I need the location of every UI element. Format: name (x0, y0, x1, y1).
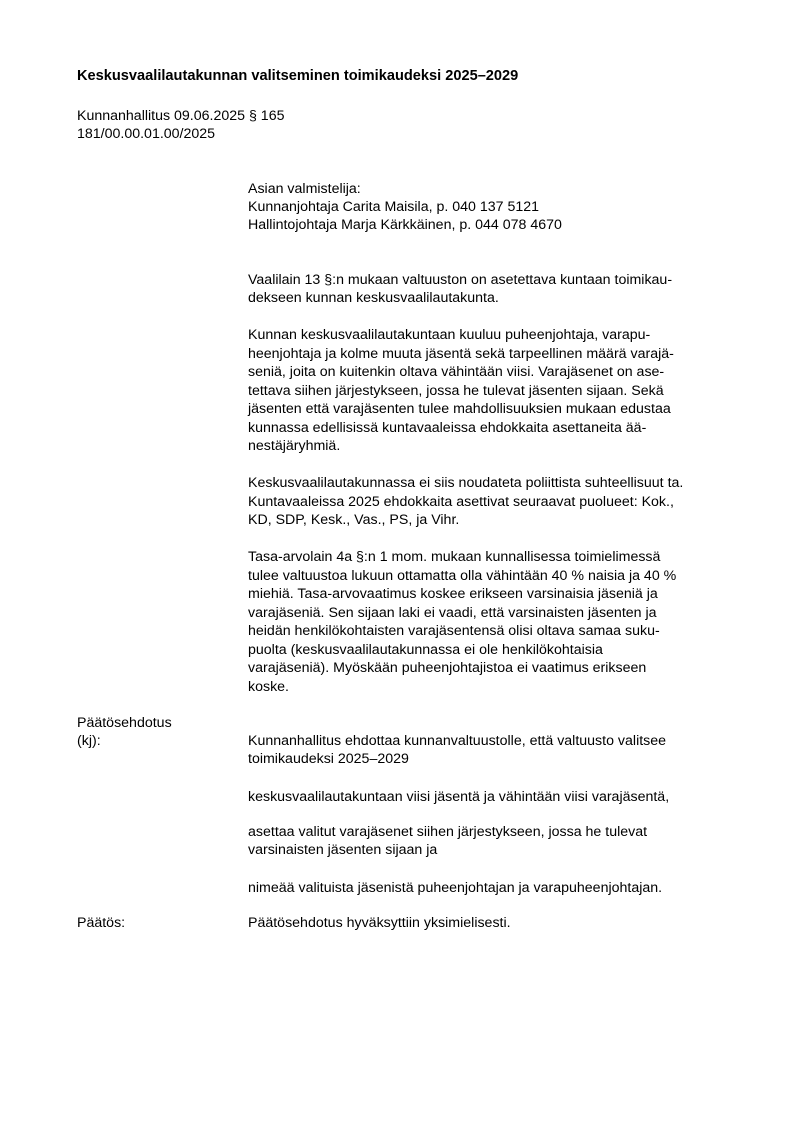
body-line: Keskusvaalilautakunnassa ei siis noudateta poliittista suhteellisuut ta. (248, 475, 684, 491)
meeting-line: Kunnanhallitus 09.06.2025 § 165 (77, 108, 285, 124)
body-line: Tasa-arvolain 4a §:n 1 mom. mukaan kunnallisessa toimielimessä (248, 549, 661, 565)
proposal-line: nimeää valituista jäsenistä puheenjohtajan ja varapuheenjohtajan. (248, 880, 663, 896)
body-line: heidän henkilökohtaisten varajäsentensä olisi oltava samaa suku- (248, 623, 660, 639)
body-line: nestäjäryhmiä. (248, 438, 341, 454)
preparer-heading: Asian valmistelija: (248, 181, 361, 197)
proposal-line: varsinaisten jäsenten sijaan ja (248, 842, 438, 858)
proposal-label: Päätösehdotus (77, 715, 172, 731)
body-line: heenjohtaja ja kolme muuta jäsentä sekä tarpeellinen määrä varajä- (248, 346, 674, 362)
body-line: Kuntavaaleissa 2025 ehdokkaita asettivat seuraavat puolueet: Kok., (248, 494, 674, 510)
record-number: 181/00.00.01.00/2025 (77, 126, 216, 142)
body-line: tettava siihen järjestykseen, jossa he tulevat jäsenten sijaan. Sekä (248, 383, 664, 399)
body-line: Vaalilain 13 §:n mukaan valtuuston on asetettava kuntaan toimikau- (248, 272, 673, 288)
preparer-line: Hallintojohtaja Marja Kärkkäinen, p. 044 078 4670 (248, 217, 562, 233)
body-line: koske. (248, 679, 290, 695)
body-line: varajäseniä. Sen sijaan laki ei vaadi, että varsinaisten jäsenten ja (248, 605, 657, 621)
body-line: seniä, joita on kuitenkin oltava vähintään viisi. Varajäsenet on ase- (248, 364, 665, 380)
decision-text: Päätösehdotus hyväksyttiin yksimielisesti. (248, 915, 511, 931)
body-line: jäsenten että varajäsenten tulee mahdollisuuksien mukaan edustaa (248, 401, 671, 417)
body-line: miehiä. Tasa-arvovaatimus koskee erikseen varsinaisia jäseniä ja (248, 586, 658, 602)
body-line: kunnassa edellisissä kuntavaaleissa ehdokkaita asettaneita ää- (248, 420, 647, 436)
proposal-line: keskusvaalilautakuntaan viisi jäsentä ja vähintään viisi varajäsentä, (248, 789, 670, 805)
proposal-label-suffix: (kj): (77, 733, 101, 749)
body-line: puolta (keskusvaalilautakunnassa ei ole henkilökohtaisia (248, 642, 603, 658)
proposal-line: asettaa valitut varajäsenet siihen järjestykseen, jossa he tulevat (248, 824, 648, 840)
body-line: Kunnan keskusvaalilautakuntaan kuuluu puheenjohtaja, varapu- (248, 327, 651, 343)
document-title: Keskusvaalilautakunnan valitseminen toimikaudeksi 2025–2029 (77, 68, 519, 84)
body-line: dekseen kunnan keskusvaalilautakunta. (248, 290, 499, 306)
proposal-line: Kunnanhallitus ehdottaa kunnanvaltuustolle, että valtuusto valitsee (248, 733, 667, 749)
proposal-line: toimikaudeksi 2025–2029 (248, 751, 409, 767)
body-line: varajäseniä). Myöskään puheenjohtajistoa ei vaatimus erikseen (248, 660, 647, 676)
body-line: tulee valtuustoa lukuun ottamatta olla vähintään 40 % naisia ja 40 % (248, 568, 677, 584)
decision-label: Päätös: (77, 915, 126, 931)
body-line: KD, SDP, Kesk., Vas., PS, ja Vihr. (248, 512, 460, 528)
preparer-line: Kunnanjohtaja Carita Maisila, p. 040 137 5121 (248, 199, 540, 215)
